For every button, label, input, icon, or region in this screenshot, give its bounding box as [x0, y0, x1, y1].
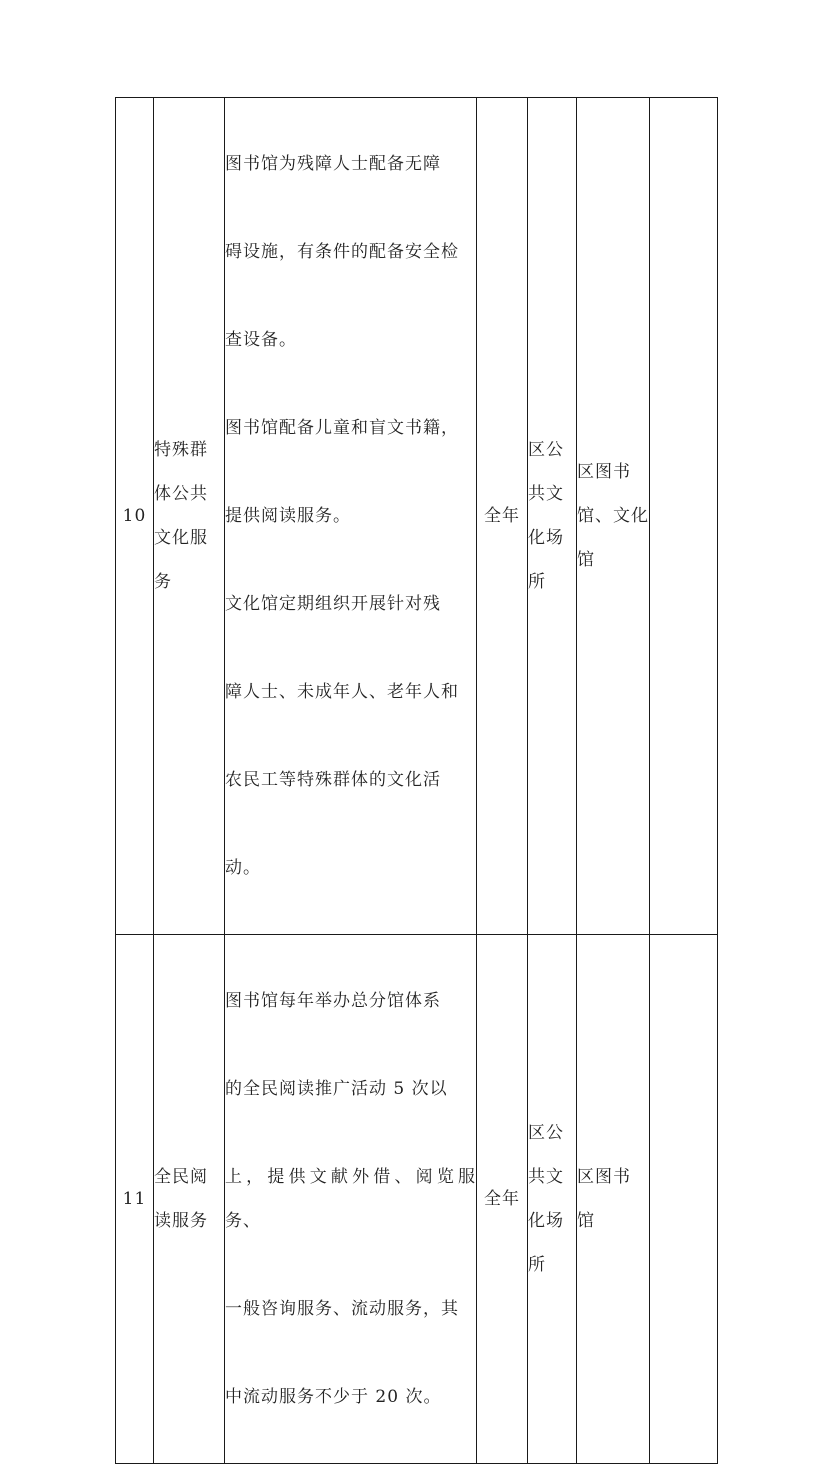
time-text: 全年 [484, 1189, 520, 1209]
organizer-line: 区公 [528, 1123, 564, 1143]
unit-cell [577, 935, 650, 1464]
item-name-line: 文化服 [154, 528, 208, 548]
content-cell [225, 98, 477, 935]
item-name-line: 读服务 [154, 1211, 208, 1231]
content-line: 查设备。 [225, 330, 297, 350]
remark-cell [650, 98, 718, 935]
item-name-line: 务 [154, 572, 172, 592]
organizer-line: 区公 [528, 440, 564, 460]
content-line: 图书馆配备儿童和盲文书籍， [225, 418, 459, 438]
organizer-cell [528, 935, 577, 1464]
unit-cell [577, 98, 650, 935]
content-line: 文化馆定期组织开展针对残 [225, 594, 441, 614]
row-number: 10 [122, 506, 147, 526]
organizer-line: 所 [528, 572, 546, 592]
content-line: 一般咨询服务、流动服务，其 [225, 1299, 459, 1319]
content-cell [225, 935, 477, 1464]
content-line: 农民工等特殊群体的文化活 [225, 770, 441, 790]
content-line: 提供阅读服务。 [225, 506, 351, 526]
row-number-cell [116, 98, 154, 935]
table-row [116, 98, 718, 935]
unit-line: 馆、文化 [577, 506, 649, 526]
item-name-line: 体公共 [154, 484, 208, 504]
content-line: 动。 [225, 858, 261, 878]
item-name-line: 全民阅 [154, 1167, 208, 1187]
row-number: 11 [122, 1189, 147, 1209]
time-cell [477, 935, 528, 1464]
organizer-line: 化场 [528, 1211, 564, 1231]
organizer-line: 共文 [528, 484, 564, 504]
item-name-line: 特殊群 [154, 440, 208, 460]
content-line: 障人士、未成年人、老年人和 [225, 682, 459, 702]
content-line: 图书馆每年举办总分馆体系 [225, 991, 441, 1011]
organizer-line: 化场 [528, 528, 564, 548]
unit-line: 区图书 [577, 1167, 631, 1187]
time-cell [477, 98, 528, 935]
unit-line: 馆 [577, 1211, 595, 1231]
content-line: 上，提供文献外借、阅览服务、 [225, 1167, 476, 1231]
content-line: 图书馆为残障人士配备无障 [225, 154, 441, 174]
unit-line: 馆 [577, 550, 595, 570]
content-line: 中流动服务不少于 20 次。 [225, 1387, 442, 1407]
time-text: 全年 [484, 506, 520, 526]
content-line: 碍设施，有条件的配备安全检 [225, 242, 459, 262]
row-number-cell [116, 935, 154, 1464]
unit-line: 区图书 [577, 462, 631, 482]
service-table [115, 97, 718, 1464]
item-name-cell [154, 935, 225, 1464]
content-line: 的全民阅读推广活动 5 次以 [225, 1079, 448, 1099]
table-row [116, 935, 718, 1464]
organizer-line: 所 [528, 1255, 546, 1275]
remark-cell [650, 935, 718, 1464]
item-name-cell [154, 98, 225, 935]
organizer-cell [528, 98, 577, 935]
organizer-line: 共文 [528, 1167, 564, 1187]
